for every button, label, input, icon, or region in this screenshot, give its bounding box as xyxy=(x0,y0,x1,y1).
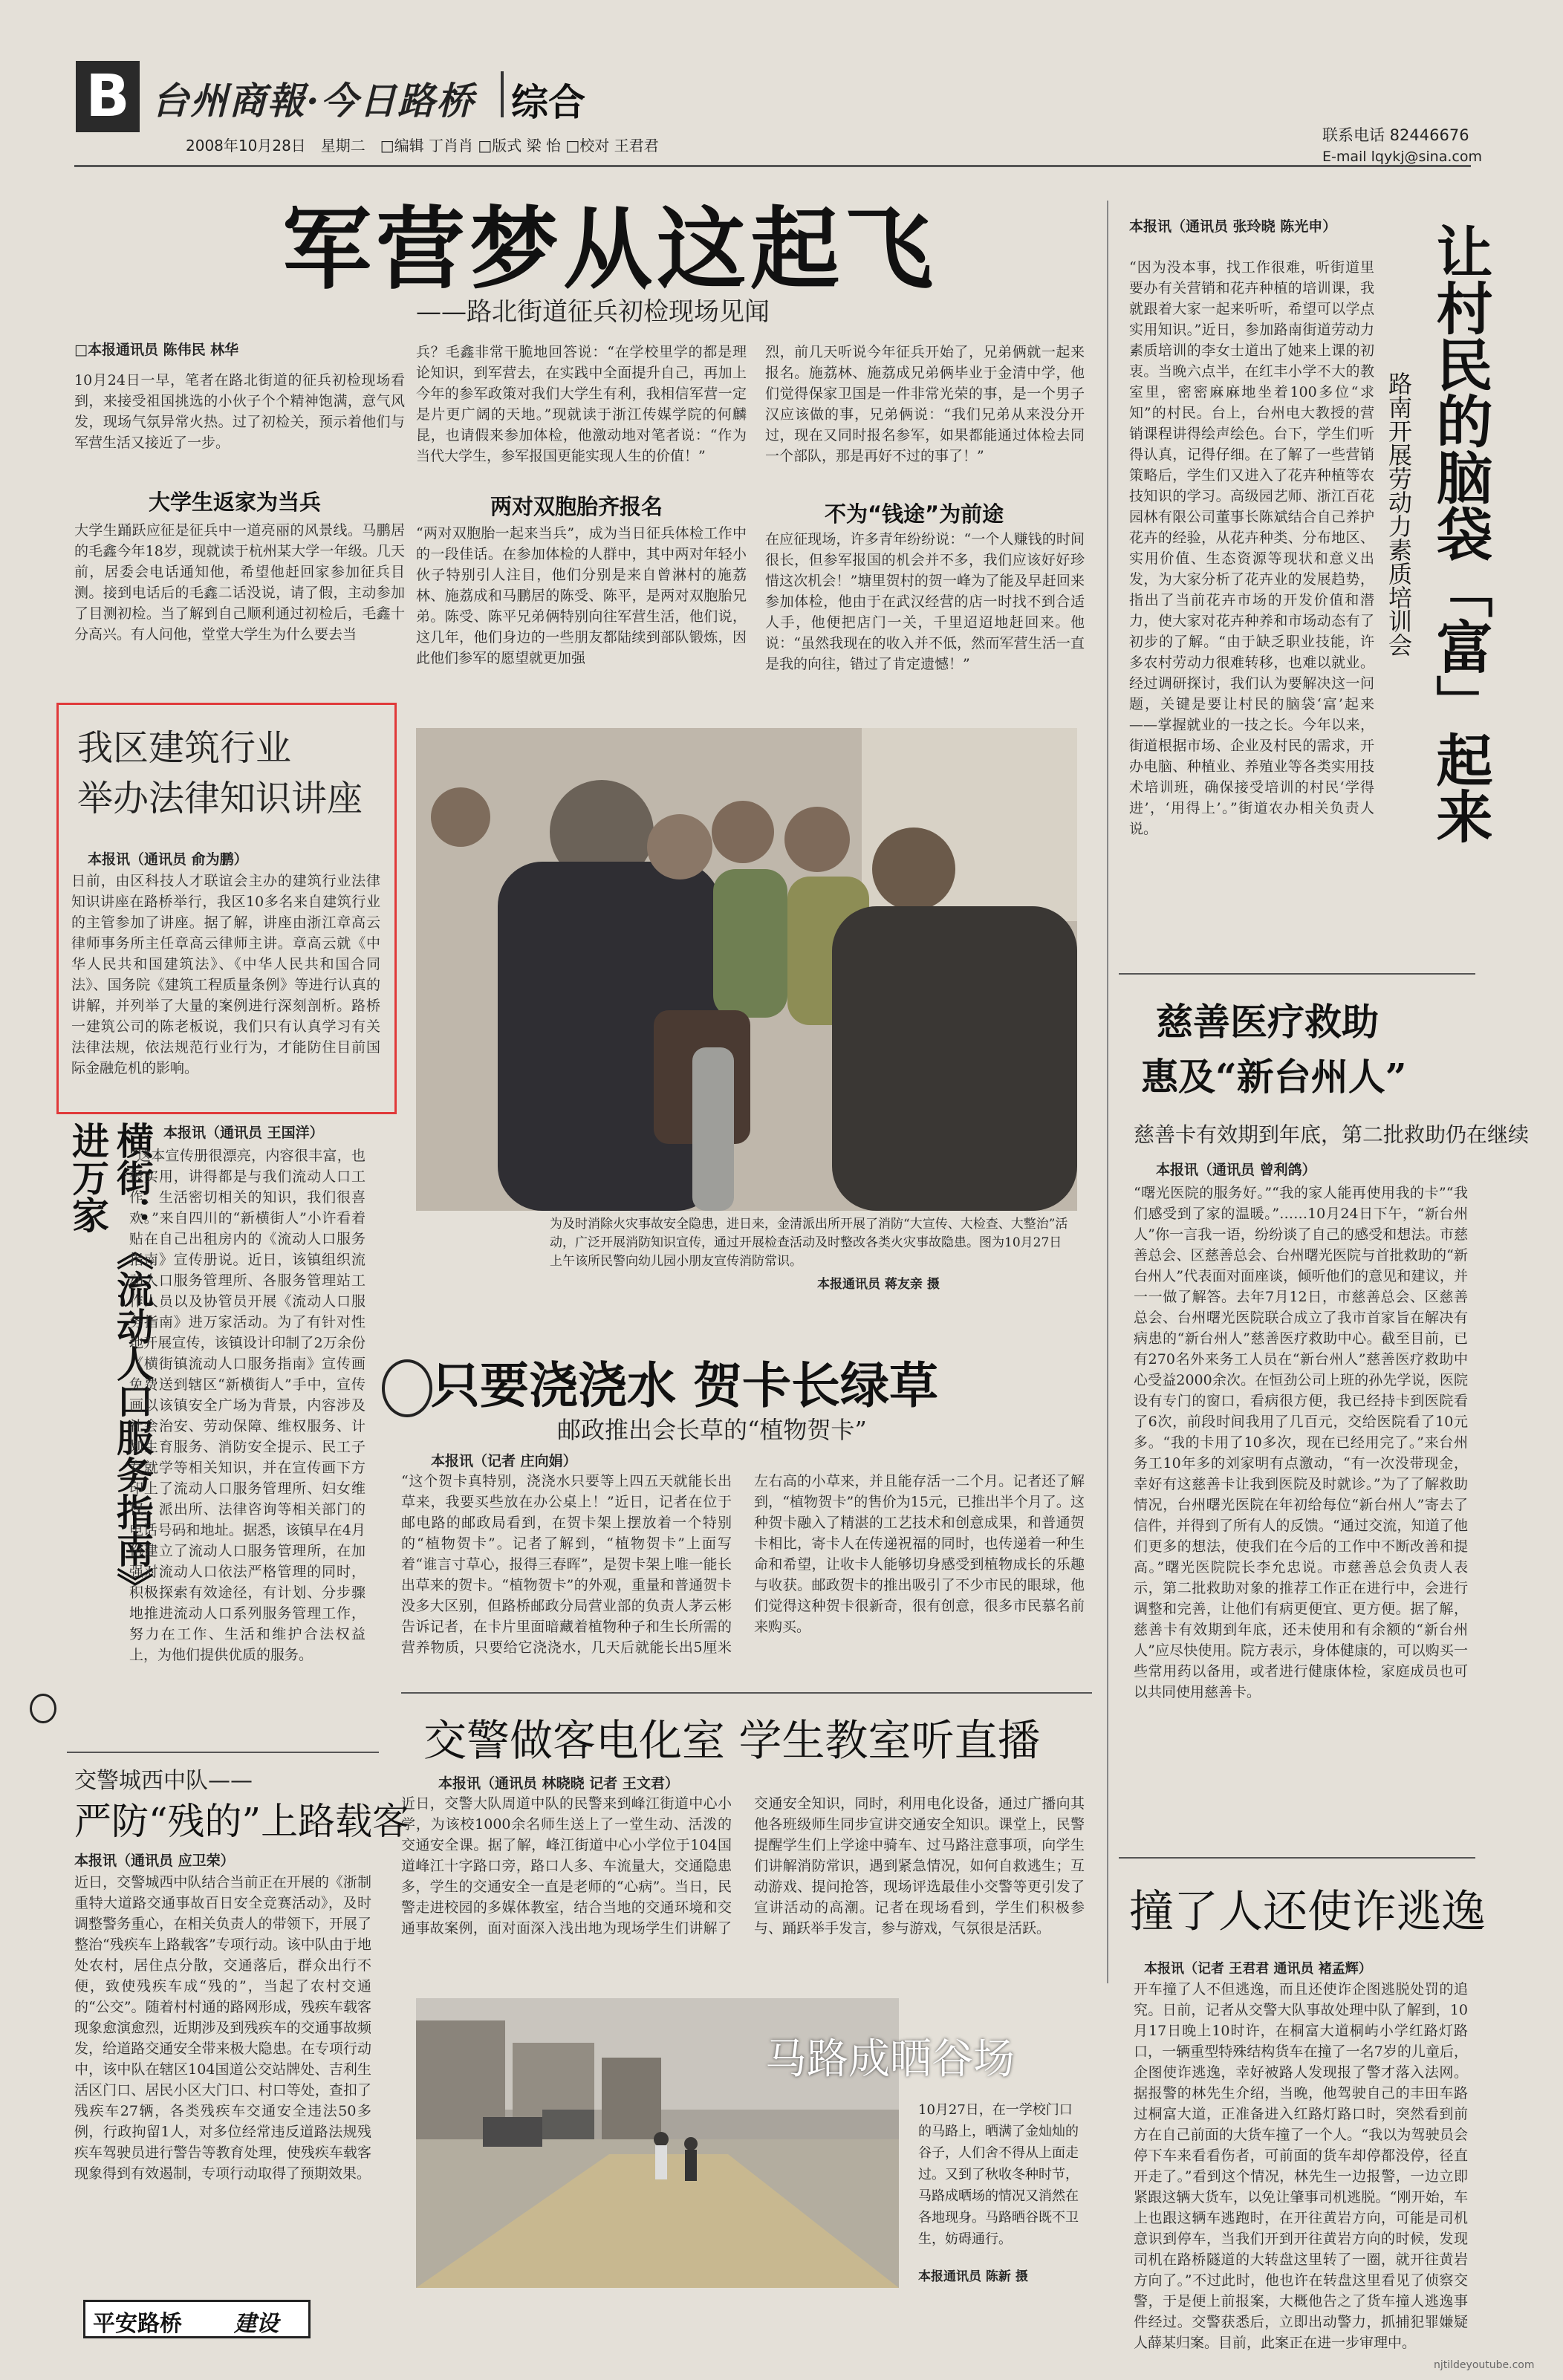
watermark: njtildeyoutube.com xyxy=(1434,2359,1535,2371)
charity-byline: 本报讯（通讯员 曾利鸽） xyxy=(1156,1162,1316,1178)
charity-text: “曙光医院的服务好。”“我的家人能再使用我的卡”“我们感受到了家的温暖。”……10月24日下午，“新台州人”你一言我一语，纷纷谈了自己的感受和想法。市慈善总会、区慈善总会、台州曙光医院与首批救助的“新台州人”代表面对面座谈，倾听他们的意见和建议，并一一做了解答。去年7月12日，市慈善总会、区慈善总会、台州曙光医院联合成立了我市首家旨在解决有病患的“新台州人”慈善医疗救助中心。截至目前，已有270名外来务工人员在“新台州人”慈善医疗救助中心受益2000余次。在恒劲公司上班的孙先学说，医院设有专门的窗口，看病很方便，我已经持卡到医院看了6次，前段时间我用了几百元，交给医院看了10元多。“我的卡用了10多次，现在已经用完了。”来台州务工10年多的刘家明有点激动，“有一次没带现金，幸好有这慈善卡让我到医院及时就诊。”为了了解救助情况，台州曙光医院在年初给每位“新台州人”寄去了信件，并得到了所有人的反馈。“通过交流，知道了他们更多的想法，使我们在今后的工作中不断改善和提高。”曙光医院院长李允忠说。市慈善总会负责人表示，第二批救助对象的推荐工作正在进行中，会进行调整和完善，让他们有病更便宜、更方便。据了解，慈善卡有效期到年底，还未使用和有余额的“新台州人”应尽快使用。院方表示，身体健康的，可以购买一些常用药以备用，或者进行健康体检，家庭成员也可以共同使用慈善卡。 xyxy=(1134,1185,1468,1700)
plant-cards-subtitle: 邮政推出会长草的“植物贺卡” xyxy=(557,1416,867,1444)
classroom-top-rule xyxy=(401,1692,1092,1694)
hitrun-text: 开车撞了人不但逃逸，而且还使诈企图逃脱处罚的追究。日前，记者从交警大队事故处理中队了解到，10月17日晚上10时许，在桐富大道桐屿小学红路灯路口，一辆重型特殊结构货车在撞了一名7岁的儿童后，企图使诈逃逸，幸好被路人发现报了警才落入法网。据报警的林先生介绍，当晚，他驾驶自己的丰田车路过桐富大道，正准备进入红路灯路口时，突然看到前方在自己前面的大货车撞了一个人。“我以为驾驶员会停下车来看看伤者，可前面的货车却停都没停，径直开走了。”看到这个情况，林先生一边报警，一边立即紧跟这辆大货车，以免让肇事司机逃脱。“刚开始，车上也跟这辆车逃跑时，在开往黄岩方向，可能是司机意识到停车，当我们开到开往黄岩方向的时候，发现司机在路桥隧道的大转盘这里转了一圈，就开往黄岩方向了。”不过此时，他也许在转盘这里看见了侦察交警，于是便上前报案，大概他告之了货车撞人逃逸事件经过。交警获悉后，立即出动警力，抓捕犯罪嫌疑人薛某归案。目前，此案正在进一步审理中。 xyxy=(1134,1981,1468,2351)
legal-title-line2: 举办法律知识讲座 xyxy=(77,778,363,819)
masthead-letter-block xyxy=(76,61,140,132)
section-name: 综合 xyxy=(511,81,585,124)
traffic-squad-text: 近日，交警城西中队结合当前正在开展的《浙制重特大道路交通事故百日安全竞赛活动》，及时调整警务重心，在相关负责人的带领下，开展了整治“残疾车上路载客”专项行动。该中队由于地处农村，居住点分散，交通落后，群众出行不便，致使残疾车成“残的”，当起了农村交通的“公交”。随着村村通的路网形成，残疾车载客现象愈演愈烈，近期涉及到残疾车的交通事故频发，给道路交通安全带来极大隐患。在专项行动中，该中队在辖区104国道公交站牌处、吉利生活区门口、居民小区大门口、村口等处，查扣了残疾车27辆，各类残疾车交通安全违法50多例，行政拘留1人，对多位经常违反道路法规残疾车驾驶员进行警告等教育处理，使残疾车载客现象得到有效遏制，专项行动取得了预期效果。 xyxy=(74,1874,371,2182)
lead-col3-text: 烈，前几天听说今年征兵开始了，兄弟俩就一起来报名。施荔林、施荔成兄弟俩毕业于金清中学，他们觉得保家卫国是一件非常光荣的事，是一个男子汉应该做的事，兄弟俩说：“我们兄弟从来没分开过，现在又同时报名参军，如果都能通过体检去同一个部队，那是再好不过的事了！” xyxy=(765,344,1085,464)
scribble-mark-icon xyxy=(382,1359,432,1417)
safe-luqiao-label: 平安路桥 xyxy=(93,2311,182,2337)
classroom-byline: 本报讯（通讯员 林晓晓 记者 王文君） xyxy=(438,1775,679,1792)
lead-col1b-text: 大学生踊跃应征是征兵中一道亮丽的风景线。马鹏居的毛鑫今年18岁，现就读于杭州某大学一年级。几天前，居委会电话通知他，希望他赶回家参加征兵目测。接到电话后的毛鑫二话没说，请了假，主动参加了目测初检。当了解到自己顺利通过初检后，毛鑫十分高兴。有人问他，堂堂大学生为什么要去当 xyxy=(74,522,405,643)
traffic-squad-top-rule xyxy=(67,1752,379,1753)
traffic-squad-byline: 本报讯（通讯员 应卫荣） xyxy=(74,1853,235,1869)
grain-photo-caption: 10月27日，在一学校门口的马路上，晒满了金灿灿的谷子，人们舍不得从上面走过。又到了秋收冬种时节，马路成晒场的情况又消然在各地现身。马路晒谷既不卫生，妨碍通行。 xyxy=(918,2102,1079,2247)
hengjie-text: “这本宣传册很漂亮，内容很丰富，也很实用，讲得都是与我们流动人口工作、生活密切相关的知识，我们很喜欢。”来自四川的“新横街人”小许看着贴在自己出租房内的《流动人口服务指南》宣传册说。近日，该镇组织流动人口服务管理所、各服务管理站工作人员以及协管员开展《流动人口服务指南》进万家活动。为了有针对性地开展宣传，该镇设计印制了2万余份《横街镇流动人口服务指南》宣传画免费送到辖区“新横街人”手中，宣传画以该镇安全广场为背景，内容涉及社会治安、劳动保障、维权服务、计划生育服务、消防安全提示、民工子女就学等相关知识，并在宣传画下方印上了流动人口服务管理所、妇女维权、派出所、法律咨询等相关部门的电话号码和地址。据悉，该镇早在4月份建立了流动人口服务管理所，在加强对流动人口依法严格管理的同时，积极探索有效途径，有计划、分步骤地推进流动人口系列服务管理工作，努力在工作、生活和维护合法权益上，为他们提供优质的服务。 xyxy=(129,1148,365,1663)
hitrun-byline: 本报讯（记者 王君君 通讯员 褚孟辉） xyxy=(1144,1961,1372,1977)
lead-col2b-text: “两对双胞胎一起来当兵”，成为当日征兵体检工作中的一段佳话。在参加体检的人群中，其中两对年轻小伙子特别引人注目，他们分别是来自曾淋村的施荔林、施荔成和马鹏居的陈受、陈平，是两对双胞胎兄弟。陈受、陈平兄弟俩特别向往军营生活，他们说，这几年，他们身边的一些朋友都陆续到部队锻炼，因此他们参军的愿望就更加强 xyxy=(416,525,747,666)
lead-subhead-2: 两对双胞胎齐报名 xyxy=(490,494,663,519)
paper-name: 台州商報·今日路桥 xyxy=(152,79,475,123)
grain-photo-overlay-title: 马路成晒谷场 xyxy=(765,2035,1015,2084)
right-column-divider xyxy=(1107,201,1108,1983)
contact-email: E-mail lqykj@sina.com xyxy=(1322,149,1482,165)
hitrun-top-rule xyxy=(1119,1857,1475,1859)
lead-title: 军营梦从这起飞 xyxy=(282,197,938,302)
hengjie-title: 横街：《流动人口服务指南》进万家 xyxy=(66,1122,154,1604)
classroom-title: 交警做客电化室 学生教室听直播 xyxy=(423,1715,1041,1766)
legal-text: 日前，由区科技人才联谊会主办的建筑行业法律知识讲座在路桥举行，我区10多名来自建筑行业的主管参加了讲座。据了解，讲座由浙江章高云律师事务所主任章高云律师主讲。章高云就《中华人民共和国建筑法》、《中华人民共和国合同法》、国务院《建筑工程质量条例》等进行认真的讲解，并列举了大量的案例进行深刻剖析。路桥一建筑公司的陈老板说，我们只有认真学习有关法律法规，依法规范行业行为，才能防住目前国际金融危机的影响。 xyxy=(71,873,380,1076)
safe-luqiao-footer-box xyxy=(83,2300,311,2338)
safe-luqiao-script: 建设 xyxy=(234,2311,279,2337)
lead-subtitle: ——路北街道征兵初检现场见闻 xyxy=(416,297,770,327)
charity-subtitle: 慈善卡有效期到年底，第二批救助仍在继续 xyxy=(1134,1122,1530,1147)
plant-cards-title: 只要浇浇水 贺卡长绿草 xyxy=(431,1356,938,1414)
villagers-subtitle: 路南开展劳动力素质培训会 xyxy=(1385,371,1413,657)
lead-subhead-1: 大学生返家为当兵 xyxy=(149,490,322,515)
plant-cards-text: “这个贺卡真特别，浇浇水只要等上四五天就能长出草来，我要买些放在办公桌上！”近日，记者在位于邮电路的邮政局看到，在贺卡架上摆放着一个特别的“植物贺卡”。记者了解到，“植物贺卡”上面写着“谁言寸草心，报得三春晖”，是贺卡架上唯一能长出草来的贺卡。“植物贺卡”的外观，重量和普通贺卡没多大区别，但路桥邮政分局营业部的负责人茅云彬告诉记者，在卡片里面暗藏着植物种子和生长所需的营养物质，只要给它浇浇水，几天后就能长出5厘米左右高的小草来，并且能存活一二个月。记者还了解到，“植物贺卡”的售价为15元，已推出半个月了。这种贺卡融入了精湛的工艺技术和创意成果，和普通贺卡相比，寄卡人在传递祝福的同时，也传递着一种生命和希望，让收卡人能够切身感受到植物成长的乐趣与收获。邮政贺卡的推出吸引了不少市民的眼球，他们觉得这种贺卡很新奇，很有创意，很多市民慕名前来购买。 xyxy=(401,1473,1085,1656)
contact-phone: 联系电话 82446676 xyxy=(1322,126,1469,144)
lead-col3b-text: 在应征现场，许多青年纷纷说：“一个人赚钱的时间很长，但参军报国的机会并不多，我们应该好好珍惜这次机会！”塘里贺村的贺一峰为了能及早赶回来参加体检，他由于在武汉经营的店一时找不到合适人手，他便把店门一关，千里迢迢地赶回来。他说：“虽然我现在的收入并不低，然而军营生活一直是我的向往，错过了肯定遗憾！” xyxy=(765,531,1085,672)
plant-cards-byline: 本报讯（记者 庄向娟） xyxy=(431,1453,577,1469)
lead-byline: □本报通讯员 陈伟民 林华 xyxy=(74,342,239,358)
legal-title-line1: 我区建筑行业 xyxy=(77,727,292,769)
fire-safety-photo xyxy=(416,728,1077,1211)
traffic-squad-title: 严防“残的”上路载客 xyxy=(74,1800,410,1843)
charity-title-line1: 慈善医疗救助 xyxy=(1156,1000,1379,1044)
villagers-text: “因为没本事，找工作很难，听街道里要办有关营销和花卉种植的培训课，我就跟着大家一起来听听，希望可以学点实用知识。”近日，参加路南街道劳动力素质培训的李女士道出了她来上课的初衷。当晚六点半，在红丰小学不大的教室里，密密麻麻地坐着100多位“求知”的村民。台上，台州电大教授的营销课程讲得绘声绘色。台下，学生们听得认真，记得仔细。在了解了一些营销策略后，学生们又进入了花卉种植等农技知识的学习。高级园艺师、浙江百花园林有限公司董事长陈斌结合自己养护花卉的经验，从花卉种类、分布地区、实用价值、生态资源等现状和意义出发，为大家分析了花卉业的发展趋势，指出了当前花卉市场的开发价值和潜力，使大家对花卉种养和市场动态有了初步的了解。“由于缺乏职业技能，许多农村劳动力很难转移，也难以就业。经过调研探讨，我们认为要解决这一问题，关键是要让村民的脑袋‘富’起来——掌握就业的一技之长。今年以来，街道根据市场、企业及村民的需求，开办电脑、种植业、养殖业等各类实用技术培训班，确保接受培训的村民‘学得进’，‘用得上’。”街道农办相关负责人说。 xyxy=(1129,259,1374,837)
classroom-text: 近日，交警大队周道中队的民警来到峰江街道中心小学，为该校1000余名师生送上了一堂生动、活泼的交通安全课。据了解，峰江街道中心小学位于104国道峰江十字路口旁，路口人多、车流量大，交通隐患多，学生的交通安全一直是老师的“心病”。当日，民警走进校园的多媒体教室，结合当地的交通环境和交通事故案例，面对面深入浅出地为现场学生们讲解了交通安全知识，同时，利用电化设备，通过广播向其他各班级师生同步宣讲交通安全知识。课堂上，民警提醒学生们上学途中骑车、过马路注意事项，向学生们讲解消防常识，遇到紧急情况，如何自救逃生；互动游戏、提问抢答，现场评选最佳小交警等更引发了宣讲活动的高潮。记者在现场看到，学生们积极参与、踊跃举手发言，参与游戏，气氛很是活跃。 xyxy=(401,1795,1085,1937)
hengjie-byline: 本报讯（通讯员 王国洋） xyxy=(163,1125,324,1141)
lead-col1-text: 10月24日一早，笔者在路北街道的征兵初检现场看到，来接受祖国挑选的小伙子个个精神饱满，意气风发，现场气氛异常火热。过了初检关，预示着他们与军营生活又接近了一步。 xyxy=(74,372,405,451)
fire-safety-credit: 本报通讯员 蒋友亲 摄 xyxy=(817,1277,940,1292)
hitrun-title: 撞了人还使诈逃逸 xyxy=(1129,1886,1486,1938)
masthead-rule xyxy=(74,165,1471,167)
masthead-divider xyxy=(501,71,504,117)
fire-safety-caption: 为及时消除火灾事故安全隐患，进日来，金清派出所开展了消防“大宣传、大检查、大整治”活动，广泛开展消防知识宣传，通过开展检查活动及时整改各类火灾事故隐患。图为10月27日上午该所民警向幼儿园小朋友宣传消防常识。 xyxy=(550,1217,1068,1269)
grain-photo-credit: 本报通讯员 陈新 摄 xyxy=(918,2269,1028,2284)
lead-subhead-3: 不为“钱途”为前途 xyxy=(825,501,1004,527)
charity-title-line2: 惠及“新台州人” xyxy=(1141,1055,1407,1099)
section-letter: B xyxy=(85,63,130,130)
villagers-title: 让村民的脑袋「富」起来 xyxy=(1427,223,1493,844)
villagers-byline: 本报讯（通讯员 张玲晓 陈光申） xyxy=(1129,218,1337,235)
traffic-squad-kicker: 交警城西中队—— xyxy=(74,1768,253,1794)
margin-handwritten-mark xyxy=(30,1694,56,1723)
date-line: 2008年10月28日 星期二 □编辑 丁肖肖 □版式 梁 怡 □校对 王君君 xyxy=(186,137,659,155)
lead-col2-text: 兵？毛鑫非常干脆地回答说：“在学校里学的都是理论知识，到军营去，在实践中全面提升自己，再加上今年的参军政策对我们大学生有利，我相信军营一定是片更广阔的天地。”现就读于浙江传媒学院的何麟昆，也请假来参加体检，他激动地对笔者说：“作为当代大学生，参军报国更能实现人生的价值！” xyxy=(416,344,747,464)
fire-safety-photo-illustration xyxy=(416,728,1077,1211)
legal-byline: 本报讯（通讯员 俞为鹏） xyxy=(88,851,248,868)
charity-top-rule xyxy=(1119,973,1475,975)
